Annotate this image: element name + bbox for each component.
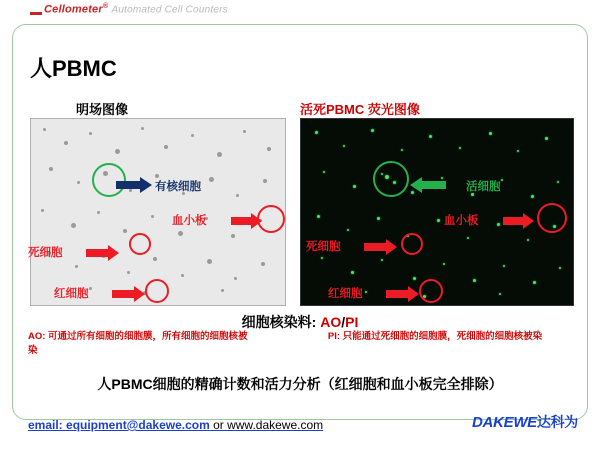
footer-email-link[interactable] xyxy=(28,418,323,432)
fluor-speck xyxy=(499,293,501,295)
cell-speck xyxy=(153,257,157,261)
rbc-fluor-arrow-head xyxy=(408,286,419,302)
fluor-speck xyxy=(377,217,380,220)
brand-title xyxy=(44,3,228,16)
dead-cell-circle xyxy=(129,233,151,255)
fluor-speck xyxy=(531,195,534,198)
annotation-dead-cell: 死细胞 xyxy=(28,247,63,259)
dead-cell-arrow-body xyxy=(86,249,108,257)
cell-speck xyxy=(164,145,168,149)
page-title: 人PBMC xyxy=(30,56,117,81)
fluor-speck xyxy=(497,223,500,226)
dead-cell-fluor-arrow-body xyxy=(364,243,386,251)
description-pi: PI: 只能通过死细胞的细胞膜，死细胞的细胞核被染 xyxy=(327,331,543,342)
live-cell-arrow-body xyxy=(420,181,446,189)
fluor-speck xyxy=(413,277,416,280)
cell-speck xyxy=(267,147,271,151)
dead-cell-fluor-arrow-head xyxy=(386,239,397,255)
platelet-fluor-arrow-head xyxy=(523,213,534,229)
cell-speck xyxy=(77,181,80,184)
brand-bar xyxy=(0,0,600,22)
cell-speck xyxy=(41,209,44,212)
stain-slash: / xyxy=(341,314,346,330)
cell-speck xyxy=(243,130,246,133)
cell-speck xyxy=(191,134,194,137)
stain-line xyxy=(0,312,600,332)
red-blood-cell-circle xyxy=(145,279,169,303)
fluor-speck xyxy=(353,185,356,188)
platelet-arrow-body xyxy=(231,217,251,225)
cell-speck xyxy=(49,167,53,171)
fluor-speck xyxy=(321,257,323,259)
annotation-dead-cell-fluor: 死细胞 xyxy=(306,241,341,253)
cell-speck xyxy=(178,231,183,236)
stain-prefix: 细胞核染料: xyxy=(241,314,317,330)
annotation-platelet-fluor: 血小板 xyxy=(444,215,479,227)
company-logo-en: DAKEWE xyxy=(472,414,537,431)
panel-label-fluorescence: 活死PBMC 荧光图像 xyxy=(300,102,420,117)
cell-speck xyxy=(129,189,132,192)
brightfield-image xyxy=(30,118,286,306)
cell-speck xyxy=(234,277,237,280)
fluor-speck xyxy=(441,177,443,179)
fluor-speck xyxy=(343,145,345,147)
cell-speck xyxy=(181,274,184,277)
cell-speck xyxy=(209,177,214,182)
footer-email-text: email: equipment@dakewe.com xyxy=(28,418,210,432)
fluor-speck xyxy=(443,263,445,265)
description-ao: AO: 可通过所有细胞的细胞膜，所有细胞的细胞核被染 xyxy=(28,331,248,356)
fluor-speck xyxy=(527,239,529,241)
cell-speck xyxy=(207,259,212,264)
rbc-arrow-head xyxy=(134,286,145,302)
cell-speck xyxy=(75,265,78,268)
annotation-live-cell: 活细胞 xyxy=(466,181,501,193)
fluor-speck xyxy=(323,171,325,173)
dead-cell-circle xyxy=(401,233,423,255)
fluor-speck xyxy=(347,229,349,231)
fluor-speck xyxy=(401,149,403,151)
annotation-platelet: 血小板 xyxy=(172,215,207,227)
cell-speck xyxy=(115,149,120,154)
cell-speck xyxy=(97,211,100,214)
fluor-speck xyxy=(429,135,432,138)
cell-speck xyxy=(141,127,144,130)
company-logo xyxy=(472,412,578,432)
fluor-speck xyxy=(317,215,320,218)
brand-tagline: Automated Cell Counters xyxy=(111,4,228,16)
cell-speck xyxy=(221,289,224,292)
cell-speck xyxy=(217,152,222,157)
stain-ao: AO xyxy=(320,314,342,330)
fluor-speck xyxy=(467,237,469,239)
fluor-speck xyxy=(371,129,374,132)
cell-speck xyxy=(151,215,154,218)
nucleated-cell-arrow-head xyxy=(140,177,152,193)
cell-speck xyxy=(261,262,265,266)
platelet-arrow-head xyxy=(251,213,262,229)
cell-speck xyxy=(263,179,267,183)
stain-pi: PI xyxy=(345,314,359,330)
brand-accent-line xyxy=(30,12,42,15)
fluor-speck xyxy=(501,179,503,181)
brand-name: Cellometer xyxy=(44,3,103,16)
fluor-speck xyxy=(473,279,476,282)
cell-speck xyxy=(231,234,235,238)
nucleated-cell-arrow-body xyxy=(116,181,140,189)
fluor-speck xyxy=(489,132,492,135)
company-logo-cn: 达科为 xyxy=(536,414,578,430)
platelet-circle xyxy=(537,203,567,233)
dead-cell-arrow-head xyxy=(108,245,119,261)
fluor-speck xyxy=(557,181,559,183)
fluor-speck xyxy=(315,131,318,134)
fluor-speck xyxy=(517,150,519,152)
annotation-rbc-fluor: 红细胞 xyxy=(328,288,363,300)
fluor-speck xyxy=(459,147,461,149)
fluor-speck xyxy=(351,271,354,274)
cell-speck xyxy=(71,223,76,228)
live-cell-circle xyxy=(373,161,409,197)
platelet-fluor-arrow-body xyxy=(503,217,523,225)
fluor-speck xyxy=(437,219,440,222)
summary-text: 人PBMC细胞的精确计数和活力分析（红细胞和血小板完全排除） xyxy=(97,376,503,392)
annotation-red-blood-cell: 红细胞 xyxy=(54,288,89,300)
cell-speck xyxy=(89,132,92,135)
cell-speck xyxy=(43,128,46,131)
fluor-speck xyxy=(559,267,561,269)
annotation-nucleated-cell: 有核细胞 xyxy=(155,181,201,193)
cell-speck xyxy=(123,229,127,233)
fluor-speck xyxy=(381,259,383,261)
rbc-fluor-arrow-body xyxy=(386,290,408,298)
cell-speck xyxy=(89,287,92,290)
cell-speck xyxy=(64,141,68,145)
fluor-speck xyxy=(365,291,367,293)
fluor-speck xyxy=(503,265,505,267)
brand-registered-mark: ® xyxy=(102,3,109,10)
cell-speck xyxy=(236,194,239,197)
fluor-speck xyxy=(545,137,548,140)
fluorescence-image xyxy=(300,118,574,306)
cell-speck xyxy=(127,271,130,274)
red-blood-cell-circle xyxy=(419,279,443,303)
fluor-speck xyxy=(533,281,536,284)
rbc-arrow-body xyxy=(112,290,134,298)
live-cell-arrow-head xyxy=(410,177,422,193)
nucleated-cell-circle xyxy=(92,163,126,197)
panel-label-brightfield: 明场图像 xyxy=(76,102,129,117)
footer-website-text: or www.dakewe.com xyxy=(209,418,324,432)
